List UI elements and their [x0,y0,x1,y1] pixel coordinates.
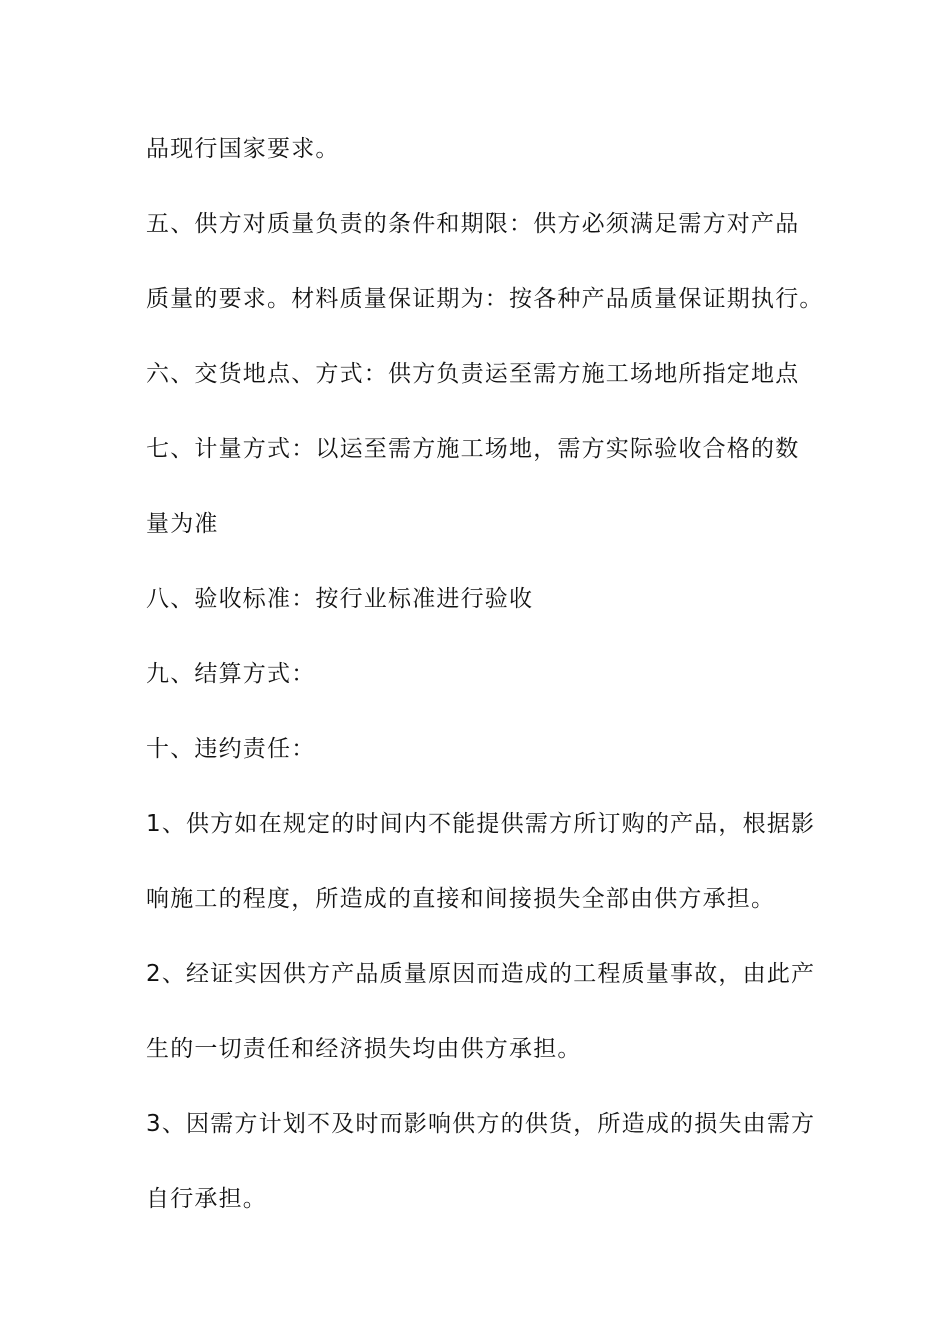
text-line: 九、结算方式： [146,661,316,687]
text-line: 七、计量方式：以运至需方施工场地，需方实际验收合格的数 [146,436,800,462]
text-line: 十、违约责任： [146,736,316,762]
text-line: 自行承担。 [146,1186,267,1212]
text-line: 六、交货地点、方式：供方负责运至需方施工场地所指定地点 [146,361,800,387]
text-line: 量为准 [146,511,219,537]
text-line: 五、供方对质量负责的条件和期限：供方必须满足需方对产品 [146,211,800,237]
text-line: 八、验收标准：按行业标准进行验收 [146,586,534,612]
text-line: 生的一切责任和经济损失均由供方承担。 [146,1036,582,1062]
text-line: 响施工的程度，所造成的直接和间接损失全部由供方承担。 [146,886,776,912]
text-line: 3、因需方计划不及时而影响供方的供货，所造成的损失由需方 [146,1111,816,1137]
text-line: 品现行国家要求。 [146,136,340,162]
text-line: 1、供方如在规定的时间内不能提供需方所订购的产品，根据影 [146,811,816,837]
text-line: 2、经证实因供方产品质量原因而造成的工程质量事故，由此产 [146,961,816,987]
text-line: 质量的要求。材料质量保证期为：按各种产品质量保证期执行。 [146,286,824,312]
